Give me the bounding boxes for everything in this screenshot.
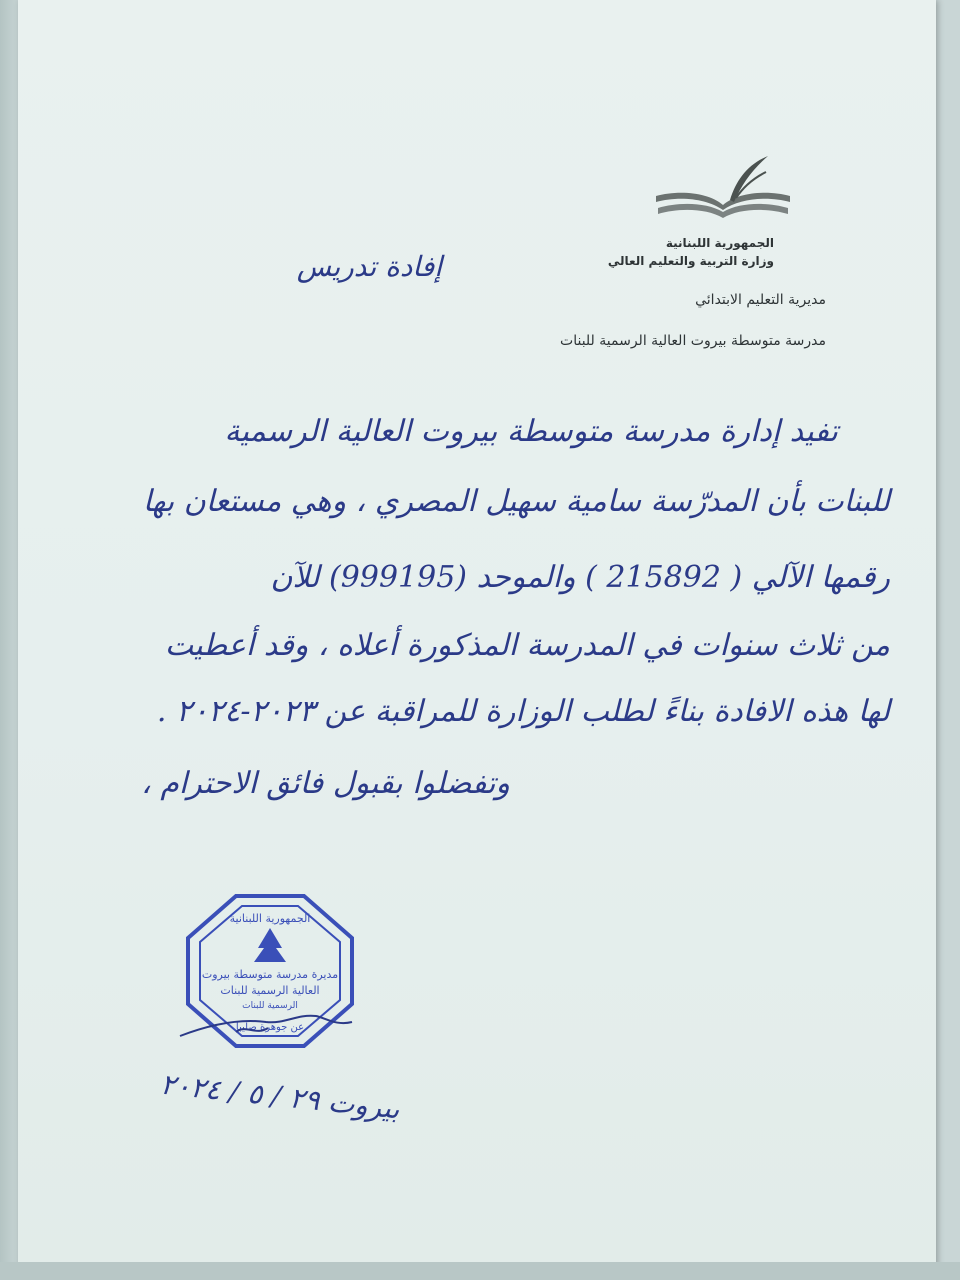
document-title: إفادة تدريس: [296, 250, 442, 283]
closing-line: وتفضلوا بقبول فائق الاحترام ،: [141, 766, 510, 801]
stamp-inner-line-2: العالية الرسمية للبنات: [220, 984, 320, 997]
ministry-logo-icon: [648, 150, 798, 230]
stamp-inner-line-3: الرسمية للبنات: [242, 1001, 298, 1011]
surface-below: [0, 1262, 960, 1280]
body-line-4: من ثلاث سنوات في المدرسة المذكورة أعلاه ، وقد أعطيت: [164, 628, 890, 663]
signature-icon: [176, 996, 356, 1046]
ministry-line-2: وزارة التربية والتعليم العالي: [607, 254, 774, 268]
school-name-text: مدرسة متوسطة بيروت العالية الرسمية للبنات: [560, 333, 826, 349]
stamp-outer-text: الجمهورية اللبنانية: [229, 912, 311, 925]
body-line-2: للبنات بأن المدرّسة سامية سهيل المصري ، وهي مستعان بها: [142, 484, 890, 519]
cedar-icon: [254, 928, 286, 962]
body-line-5: لها هذه الافادة بناءً لطلب الوزارة للمراقبة عن ٢٠٢٣-٢٠٢٤ .: [156, 694, 890, 729]
directorate-text: مديرية التعليم الابتدائي: [695, 292, 826, 308]
ministry-line-1: الجمهورية اللبنانية: [665, 236, 774, 250]
date-line: بيروت ٢٩ / ٥ / ٢٠٢٤: [158, 1067, 402, 1126]
stamp-bottom-text: عن جوهرة صليبا: [235, 1022, 305, 1033]
body-line-3: رقمها الآلي ( 215892 ) والموحد (999195) للآن: [270, 560, 890, 595]
body-line-1: تفيد إدارة مدرسة متوسطة بيروت العالية الرسمية: [224, 414, 838, 449]
stamp-inner-line-1: مديرة مدرسة متوسطة بيروت: [201, 968, 339, 981]
